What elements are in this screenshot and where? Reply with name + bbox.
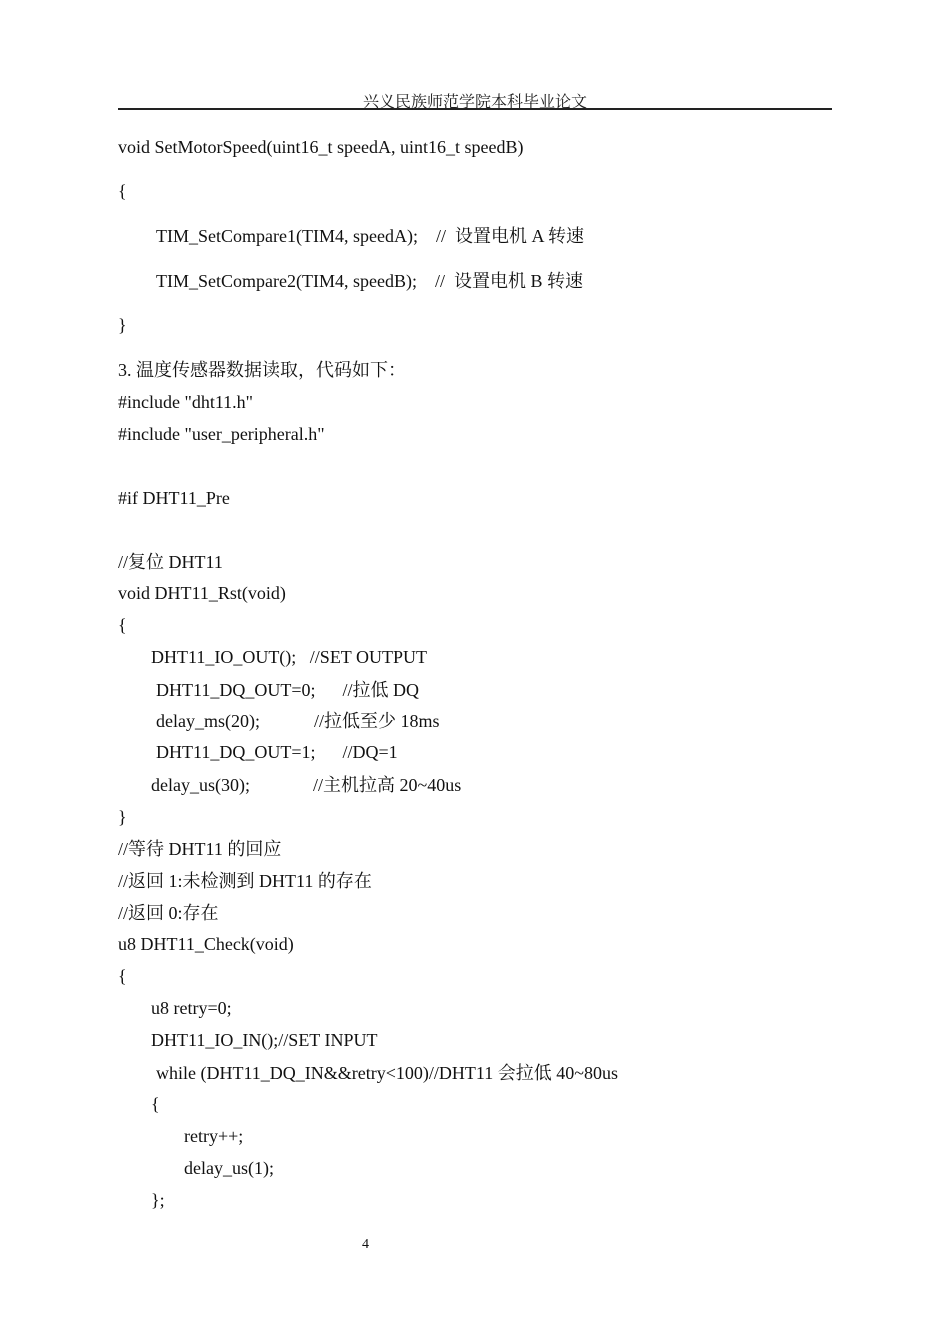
code-line: #include "dht11.h": [118, 392, 254, 412]
code-line: {: [118, 615, 127, 635]
code-line: TIM_SetCompare2(TIM4, speedB); // 设置电机 B 转速: [156, 271, 583, 291]
code-line: while (DHT11_DQ_IN&&retry<100)//DHT11 会拉低 40~80us: [156, 1063, 618, 1083]
code-line: TIM_SetCompare1(TIM4, speedA); // 设置电机 A 转速: [156, 226, 584, 246]
code-line: {: [118, 966, 127, 986]
header-divider: [118, 108, 832, 110]
code-line: delay_us(30); //主机拉高 20~40us: [151, 775, 462, 795]
code-line: DHT11_IO_IN();//SET INPUT: [151, 1030, 378, 1050]
code-line: }: [118, 807, 127, 827]
code-line: //返回 0:存在: [118, 903, 219, 923]
code-line: u8 retry=0;: [151, 998, 232, 1018]
code-line: #if DHT11_Pre: [118, 488, 230, 508]
code-line: retry++;: [184, 1126, 244, 1146]
page-number: 4: [362, 1237, 369, 1252]
code-line: DHT11_DQ_OUT=0; //拉低 DQ: [156, 680, 419, 700]
code-line: void SetMotorSpeed(uint16_t speedA, uint16_t speedB): [118, 137, 524, 157]
code-line: {: [118, 181, 127, 201]
code-line: //复位 DHT11: [118, 552, 223, 572]
section-caption: 3. 温度传感器数据读取，代码如下：: [118, 360, 406, 380]
code-line: delay_ms(20); //拉低至少 18ms: [156, 711, 440, 731]
code-line: void DHT11_Rst(void): [118, 583, 286, 603]
code-line: //返回 1:未检测到 DHT11 的存在: [118, 871, 372, 891]
code-line: //等待 DHT11 的回应: [118, 839, 282, 859]
code-line: {: [151, 1094, 160, 1114]
running-header: 兴义民族师范学院本科毕业论文: [362, 92, 587, 111]
code-line: DHT11_IO_OUT(); //SET OUTPUT: [151, 647, 427, 667]
code-line: DHT11_DQ_OUT=1; //DQ=1: [156, 742, 398, 762]
code-line: delay_us(1);: [184, 1158, 274, 1178]
code-line: }: [118, 315, 127, 335]
code-line: #include "user_peripheral.h": [118, 424, 325, 444]
code-line: };: [151, 1190, 165, 1210]
code-line: u8 DHT11_Check(void): [118, 934, 294, 954]
